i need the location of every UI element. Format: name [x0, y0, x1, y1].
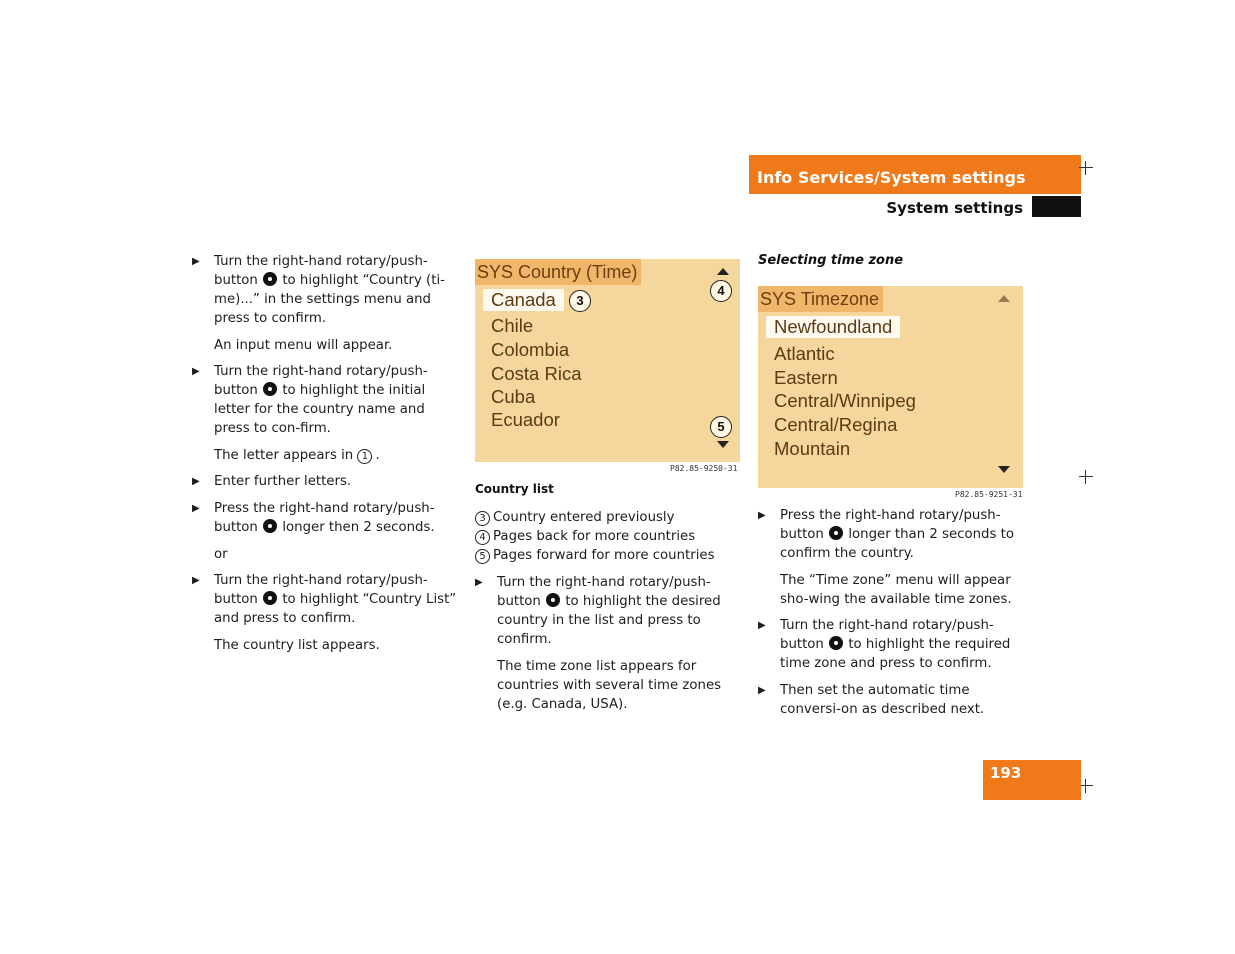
bullet-icon: ▶ [192, 575, 200, 586]
bullet-icon: ▶ [192, 503, 200, 514]
rotary-button-icon [829, 526, 843, 540]
scroll-down-icon [998, 466, 1010, 473]
step: ▶ Turn the right-hand rotary/push-button to highlight the desired country in the list and press to confirm. [475, 575, 721, 647]
screen-title: SYS Timezone [758, 286, 883, 312]
section-heading: Selecting time zone [758, 253, 904, 268]
country-list-screen [475, 259, 740, 462]
bullet-icon: ▶ [192, 476, 200, 487]
rotary-button-icon [263, 519, 277, 533]
bullet-icon: ▶ [192, 366, 200, 377]
list-item: Eastern [774, 367, 838, 388]
timezone-screen [758, 286, 1023, 488]
legend-item: 3 Country entered previously [475, 508, 745, 527]
list-item: Ecuador [491, 409, 560, 430]
or-text: or [214, 547, 228, 562]
rotary-button-icon [546, 593, 560, 607]
bullet-icon: ▶ [475, 577, 483, 588]
result-text: The time zone list appears for countries with several time zones (e.g. Canada, USA). [497, 659, 722, 712]
result-text: The country list appears. [214, 638, 380, 653]
scroll-up-icon [998, 295, 1010, 302]
rotary-button-icon [829, 636, 843, 650]
bullet-icon: ▶ [192, 256, 200, 267]
legend-item: 5 Pages forward for more countries [475, 546, 745, 565]
section-title: Info Services/System settings [757, 168, 1026, 187]
list-item: Central/Regina [774, 414, 898, 435]
list-item-selected: Canada [483, 289, 564, 311]
callout-marker: 4 [710, 280, 732, 302]
list-item: Costa Rica [491, 363, 582, 384]
step: ▶ Press the right-hand rotary/push-button longer then 2 seconds. [192, 501, 435, 535]
list-item: Central/Winnipeg [774, 390, 916, 411]
page-number: 193 [990, 764, 1022, 782]
subsection-title: System settings [886, 199, 1023, 217]
figure-code: P82.85-9251-31 [955, 490, 1023, 499]
bullet-icon: ▶ [758, 510, 766, 521]
scroll-down-icon [717, 441, 729, 448]
rotary-button-icon [263, 272, 277, 286]
result-text: The letter appears in 1 . [214, 448, 380, 463]
result-text: The “Time zone” menu will appear sho-wing the available time zones. [780, 573, 1012, 607]
crop-mark-icon [1079, 779, 1093, 793]
step: ▶ Enter further letters. [192, 474, 352, 489]
bullet-icon: ▶ [758, 685, 766, 696]
legend-item: 4 Pages back for more countries [475, 527, 745, 546]
callout-marker: 3 [475, 511, 490, 526]
rotary-button-icon [263, 382, 277, 396]
callout-marker: 1 [357, 449, 372, 464]
step: ▶ Turn the right-hand rotary/push-button to highlight “Country List” and press to confirm. [192, 573, 457, 626]
list-item: Colombia [491, 339, 570, 360]
figure-caption: Country list [475, 482, 554, 496]
step: ▶ Turn the right-hand rotary/push-button to highlight the required time zone and press to confirm. [758, 618, 1011, 671]
figure-code: P82.85-9250-31 [670, 464, 738, 473]
list-item-selected: Newfoundland [766, 316, 900, 338]
list-item: Chile [491, 315, 534, 336]
rotary-button-icon [263, 591, 277, 605]
column-1 [192, 252, 462, 655]
result-text: An input menu will appear. [214, 338, 393, 353]
list-item: Atlantic [774, 343, 835, 364]
subsection-marker [1032, 196, 1081, 217]
callout-marker: 4 [475, 530, 490, 545]
screen-title: SYS Country (Time) [475, 259, 641, 285]
step: ▶ Turn the right-hand rotary/push-button to highlight the initial letter for the country name and press to con-firm. [192, 364, 428, 436]
crop-mark-icon [1079, 470, 1093, 484]
callout-marker: 5 [710, 416, 732, 438]
bullet-icon: ▶ [758, 620, 766, 631]
step: ▶ Press the right-hand rotary/push-button longer than 2 seconds to confirm the country. [758, 508, 1014, 561]
list-item: Mountain [774, 438, 851, 459]
crop-mark-icon [1079, 161, 1093, 175]
list-item: Cuba [491, 386, 536, 407]
step: ▶ Then set the automatic time conversi-on as described next. [758, 683, 985, 717]
scroll-up-icon [717, 268, 729, 275]
column-2 [475, 482, 745, 714]
callout-marker: 3 [569, 290, 591, 312]
step: ▶ Turn the right-hand rotary/push-button to highlight “Country (ti-me)...” in the settings menu and press to confirm. [192, 254, 445, 326]
column-3 [758, 506, 1030, 719]
callout-marker: 5 [475, 549, 490, 564]
